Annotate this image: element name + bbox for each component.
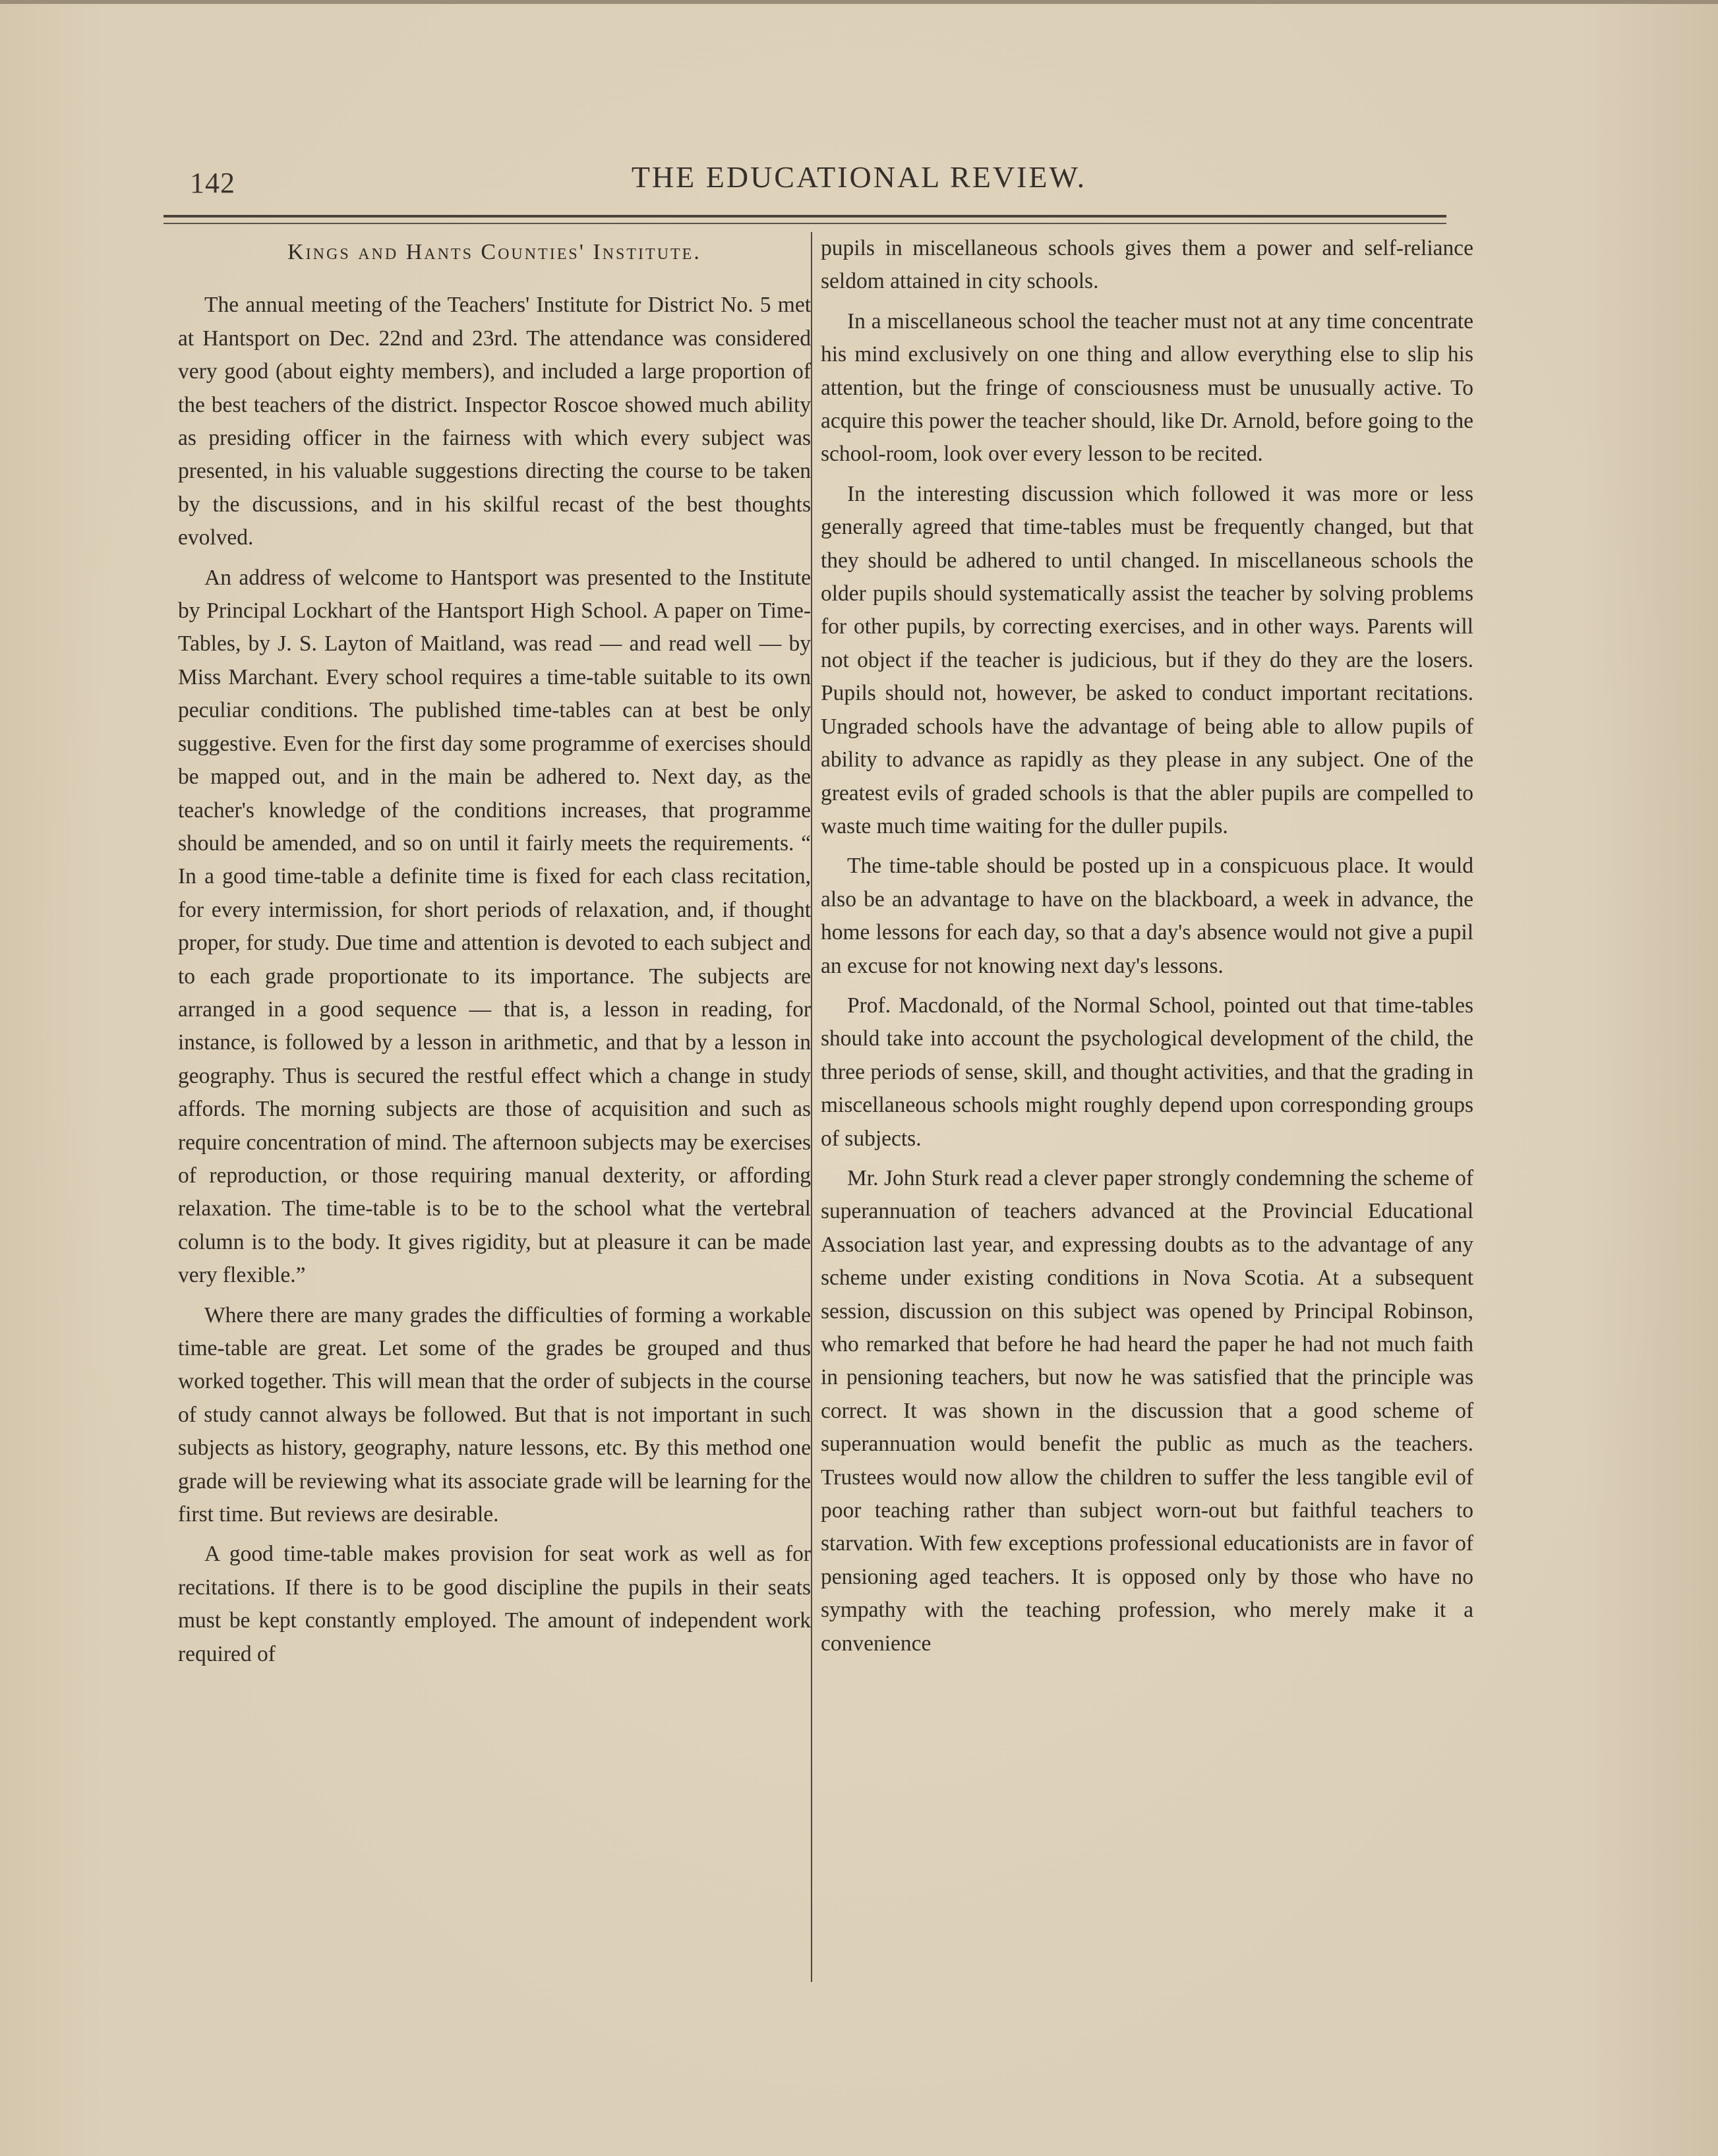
paragraph: A good time-table makes provision for seat work as well as for recitations. If there is to be good discipline the pupils in their seats must be kept constantly employed. The amount of independent work required of: [178, 1542, 811, 1666]
paragraph: In a miscellaneous school the teacher must not at any time concentrate his mind exclusively on one thing and allow everything else to slip his attention, but the fringe of consciousness must be unusually active. To acquire this power the teacher should, like Dr. Arnold, before going to the school-room, look over every lesson to be recited.: [821, 308, 1473, 467]
paragraph: Prof. Macdonald, of the Normal School, pointed out that time-tables should take into account the psychological development of the child, the three periods of sense, skill, and thought activities, and that the grading in miscellaneous schools might roughly depend upon corresponding groups of subjects.: [821, 993, 1473, 1151]
paragraph-continuation: pupils in miscellaneous schools gives them a power and self-reliance seldom attained in city schools.: [821, 236, 1473, 294]
running-title: THE EDUCATIONAL REVIEW.: [631, 160, 1087, 194]
right-column: [821, 232, 1473, 1667]
paragraph: Where there are many grades the difficulties of forming a workable time-table are great. Let some of the grades be grouped and thus worked together. This will mean that the order of subjects in the course of study cannot always be followed. But that is not important in such subjects as history, geography, nature lessons, etc. By this method one grade will be reviewing what its associate grade will be learning for the first time. But reviews are desirable.: [178, 1302, 811, 1527]
paragraph: The annual meeting of the Teachers' Institute for District No. 5 met at Hantsport on Dec. 22nd and 23rd. The attendance was considered very good (about eighty members), and included a large proportion of the best teachers of the district. Inspector Roscoe showed much ability as presiding officer in the fairness with which every subject was presented, in his valuable suggestions directing the course to be taken by the discussions, and in his skilful recast of the best thoughts evolved.: [178, 293, 811, 550]
article-title: Kings and Hants Counties' Institute.: [287, 240, 701, 264]
header-rule-thin: [163, 223, 1446, 224]
page-top-edge: [0, 0, 1718, 4]
column-divider: [811, 232, 812, 1982]
paragraph: The time-table should be posted up in a conspicuous place. It would also be an advantage to have on the blackboard, a week in advance, the home lessons for each day, so that a day's absence would not give a pupil an excuse for not knowing next day's lessons.: [821, 854, 1473, 978]
paragraph: An address of welcome to Hantsport was presented to the Institute by Principal Lockhart of the Hantsport High School. A paper on Time-Tables, by J. S. Layton of Maitland, was read — and read well — by Miss Marchant. Every school requires a time-table suitable to its own peculiar conditions. The published time-tables can at best be only suggestive. Even for the first day some programme of exercises should be mapped out, and in the main be adhered to. Next day, as the teacher's knowledge of the conditions increases, that programme should be amended, and so on until it fairly meets the requirements. “ In a good time-table a definite time is fixed for each class recitation, for every intermission, for short periods of relaxation, and, if thought proper, for study. Due time and attention is devoted to each subject and to each grade proportionate to its importance. The subjects are arranged in a good sequence — that is, a lesson in reading, for instance, is followed by a lesson in arithmetic, and that by a lesson in geography. Thus is secured the restful effect which a change in study affords. The morning subjects are those of acquisition and such as require concentration of mind. The afternoon subjects may be exercises of reproduction, or those requiring manual dexterity, or affording relaxation. The time-table is to be to the school what the vertebral column is to the body. It gives rigidity, but at pleasure it can be made very flexible.”: [178, 565, 811, 1288]
paragraph: In the interesting discussion which followed it was more or less generally agreed that time-tables must be frequently changed, but that they should be adhered to until changed. In miscellaneous schools the older pupils should systematically assist the teacher by solving problems for other pupils, by correcting exercises, and in other ways. Parents will not object if the teacher is judicious, but if they do they are the losers. Pupils should not, however, be asked to conduct important recitations. Ungraded schools have the advantage of being able to allow pupils of ability to advance as rapidly as they please in any subject. One of the greatest evils of graded schools is that the abler pupils are compelled to waste much time waiting for the duller pupils.: [821, 481, 1473, 838]
left-column: [178, 232, 811, 1677]
header-rule-thick: [163, 215, 1446, 218]
page-number: 142: [190, 167, 235, 199]
paragraph: Mr. John Sturk read a clever paper strongly condemning the scheme of superannuation of teachers advanced at the Provincial Educational Association last year, and expressing doubts as to the advantage of any scheme under existing conditions in Nova Scotia. At a subsequent session, discussion on this subject was opened by Principal Robinson, who remarked that before he had heard the paper he had not much faith in pensioning teachers, but now he was satisfied that the principle was correct. It was shown in the discussion that a good scheme of superannuation would benefit the public as much as the teachers. Trustees would now allow the children to suffer the less tangible evil of poor teaching rather than subject worn-out but faithful teachers to starvation. With few exceptions professional educationists are in favor of pensioning aged teachers. It is opposed only by those who have no sympathy with the teaching profession, who merely make it a convenience: [821, 1165, 1473, 1656]
